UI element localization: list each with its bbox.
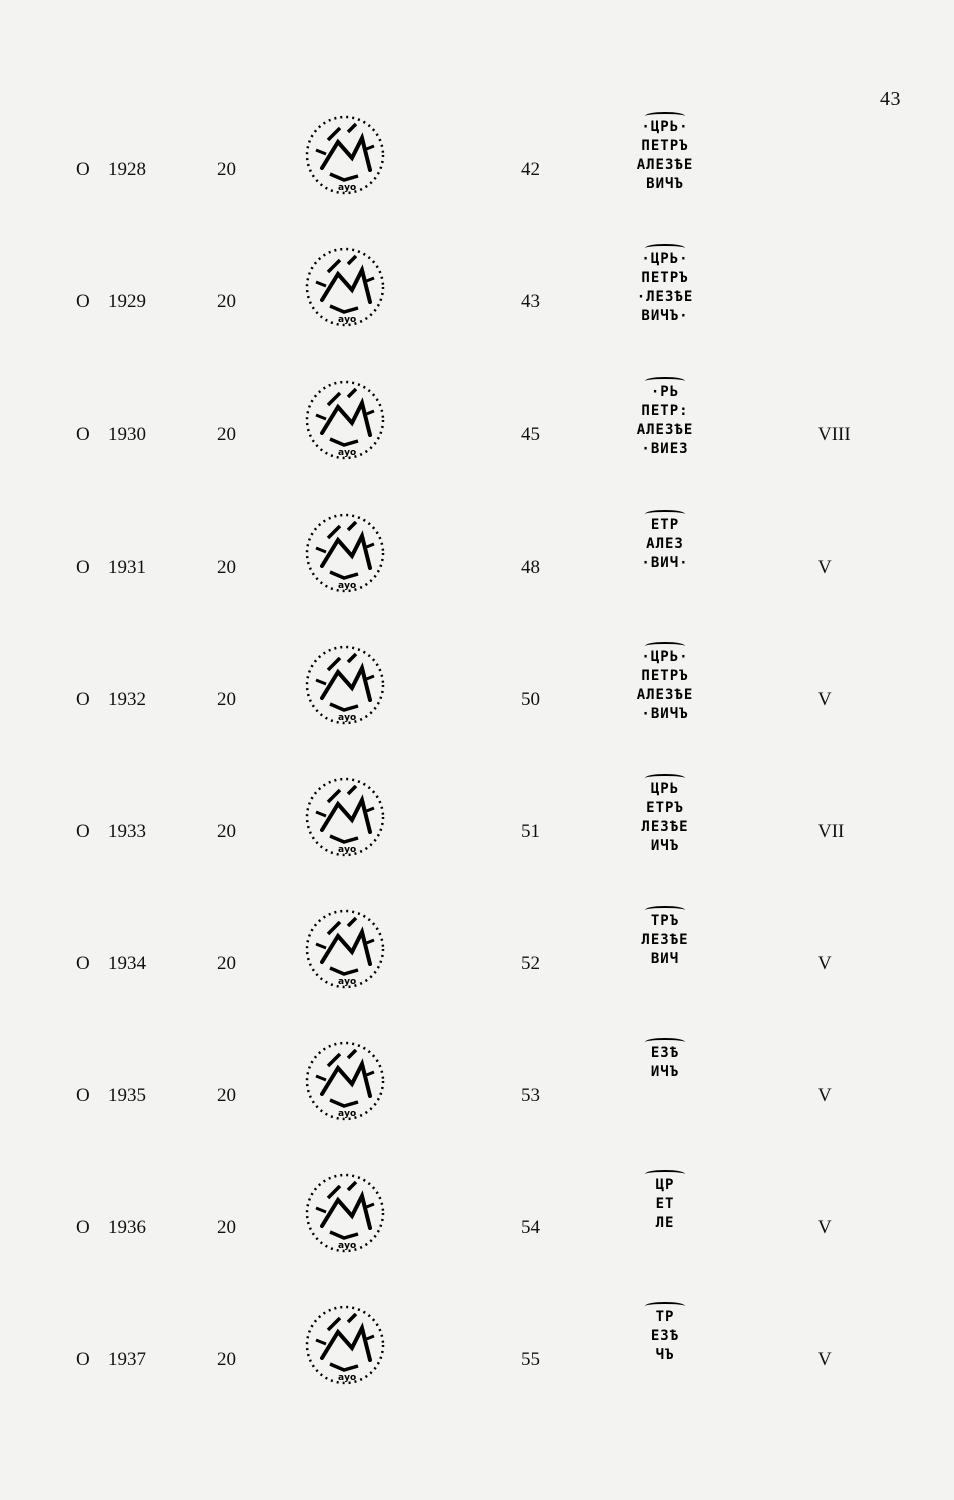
svg-text:ауо: ауо xyxy=(338,1241,357,1251)
catalog-number: 1933 xyxy=(108,821,146,842)
obverse-rider-image xyxy=(300,904,390,994)
catalog-letter: O xyxy=(76,1217,90,1238)
obverse-rider-image xyxy=(300,242,390,332)
catalog-letter: O xyxy=(76,1349,90,1370)
inscription-line: ·ВИЧЪ xyxy=(641,706,689,722)
catalog-row xyxy=(0,508,954,628)
weight-value: 20 xyxy=(217,953,236,974)
inscription-line: ИЧЪ xyxy=(650,1064,680,1080)
inscription-line: ЦРЬ xyxy=(650,781,680,797)
svg-text:ауо: ауо xyxy=(338,581,357,591)
inscription-line: ПЕТРЪ xyxy=(641,138,689,154)
obverse-rider-image xyxy=(300,110,390,200)
catalog-row xyxy=(0,375,954,495)
weight-value: 20 xyxy=(217,557,236,578)
reverse-inscription xyxy=(610,1302,720,1402)
catalog-letter: O xyxy=(76,424,90,445)
svg-text:ауо: ауо xyxy=(338,448,357,458)
reverse-inscription xyxy=(610,906,720,1006)
catalog-number: 1930 xyxy=(108,424,146,445)
weight-value: 20 xyxy=(217,291,236,312)
inscription-line: ПЕТРЪ xyxy=(641,270,689,286)
die-number: 50 xyxy=(521,689,540,710)
inscription-line: ·РЬ xyxy=(650,384,680,400)
die-number: 45 xyxy=(521,424,540,445)
grade-value: V xyxy=(818,557,832,578)
die-number: 42 xyxy=(521,159,540,180)
obverse-rider-image xyxy=(300,1168,390,1258)
die-number: 52 xyxy=(521,953,540,974)
inscription-line: ВИЧЪ xyxy=(646,176,684,192)
die-number: 55 xyxy=(521,1349,540,1370)
catalog-number: 1929 xyxy=(108,291,146,312)
grade-value: V xyxy=(818,689,832,710)
weight-value: 20 xyxy=(217,821,236,842)
weight-value: 20 xyxy=(217,1349,236,1370)
catalog-row xyxy=(0,1036,954,1156)
die-number: 51 xyxy=(521,821,540,842)
inscription-line: ЕЗѢ xyxy=(650,1328,680,1344)
catalog-letter: O xyxy=(76,953,90,974)
reverse-inscription xyxy=(610,1038,720,1138)
catalog-number: 1936 xyxy=(108,1217,146,1238)
inscription-line: АЛЕЗѢЕ xyxy=(636,157,694,173)
catalog-letter: O xyxy=(76,159,90,180)
obverse-rider-image xyxy=(300,772,390,862)
catalog-row xyxy=(0,640,954,760)
obverse-rider-image xyxy=(300,375,390,465)
grade-value: V xyxy=(818,953,832,974)
grade-value: VII xyxy=(818,821,845,842)
die-number: 48 xyxy=(521,557,540,578)
obverse-rider-image xyxy=(300,640,390,730)
grade-value: V xyxy=(818,1217,832,1238)
weight-value: 20 xyxy=(217,689,236,710)
catalog-row xyxy=(0,242,954,362)
inscription-line: ·ЛЕЗѢЕ xyxy=(636,289,694,305)
weight-value: 20 xyxy=(217,1217,236,1238)
inscription-line: ·ЦРЬ· xyxy=(641,119,689,135)
inscription-line: ПЕТРЪ xyxy=(641,668,689,684)
svg-text:ауо: ауо xyxy=(338,977,357,987)
reverse-inscription xyxy=(610,642,720,742)
inscription-line: АЛЕЗѢЕ xyxy=(636,422,694,438)
svg-text:ауо: ауо xyxy=(338,713,357,723)
catalog-number: 1932 xyxy=(108,689,146,710)
catalog-number: 1928 xyxy=(108,159,146,180)
inscription-line: АЛЕЗ xyxy=(646,536,684,552)
reverse-inscription xyxy=(610,244,720,344)
die-number: 53 xyxy=(521,1085,540,1106)
inscription-line: ЕТ xyxy=(655,1196,675,1212)
page-number: 43 xyxy=(880,88,901,110)
weight-value: 20 xyxy=(217,424,236,445)
die-number: 54 xyxy=(521,1217,540,1238)
catalog-row xyxy=(0,1168,954,1288)
weight-value: 20 xyxy=(217,159,236,180)
grade-value: V xyxy=(818,1349,832,1370)
inscription-line: ·ЦРЬ· xyxy=(641,251,689,267)
reverse-inscription xyxy=(610,1170,720,1270)
die-number: 43 xyxy=(521,291,540,312)
obverse-rider-image xyxy=(300,1036,390,1126)
grade-value: V xyxy=(818,1085,832,1106)
inscription-line: АЛЕЗѢЕ xyxy=(636,687,694,703)
svg-text:ауо: ауо xyxy=(338,845,357,855)
catalog-letter: O xyxy=(76,821,90,842)
inscription-line: ·ЦРЬ· xyxy=(641,649,689,665)
inscription-line: ЕЗѢ xyxy=(650,1045,680,1061)
inscription-line: ПЕТР: xyxy=(641,403,689,419)
catalog-letter: O xyxy=(76,291,90,312)
inscription-line: ЧЪ xyxy=(655,1347,675,1363)
weight-value: 20 xyxy=(217,1085,236,1106)
catalog-letter: O xyxy=(76,1085,90,1106)
reverse-inscription xyxy=(610,377,720,477)
obverse-rider-image xyxy=(300,508,390,598)
grade-value: VIII xyxy=(818,424,851,445)
inscription-line: ТРЪ xyxy=(650,913,680,929)
inscription-line: ЛЕ xyxy=(655,1215,675,1231)
inscription-line: ЛЕЗѢЕ xyxy=(641,819,689,835)
inscription-line: ВИЧ xyxy=(650,951,680,967)
reverse-inscription xyxy=(610,774,720,874)
inscription-line: ЕТР xyxy=(650,517,680,533)
inscription-line: ТР xyxy=(655,1309,675,1325)
catalog-number: 1934 xyxy=(108,953,146,974)
inscription-line: ·ВИЧ· xyxy=(641,555,689,571)
inscription-line: ЦР xyxy=(655,1177,675,1193)
catalog-letter: O xyxy=(76,689,90,710)
reverse-inscription xyxy=(610,112,720,212)
obverse-rider-image xyxy=(300,1300,390,1390)
catalog-letter: O xyxy=(76,557,90,578)
svg-text:ауо: ауо xyxy=(338,183,357,193)
catalog-row xyxy=(0,904,954,1024)
inscription-line: ЕТРЪ xyxy=(646,800,684,816)
svg-text:ауо: ауо xyxy=(338,1109,357,1119)
catalog-number: 1937 xyxy=(108,1349,146,1370)
svg-text:ауо: ауо xyxy=(338,315,357,325)
inscription-line: ·ВИЕЗ xyxy=(641,441,689,457)
inscription-line: ЛЕЗѢЕ xyxy=(641,932,689,948)
svg-text:ауо: ауо xyxy=(338,1373,357,1383)
catalog-row xyxy=(0,1300,954,1420)
catalog-row xyxy=(0,110,954,230)
inscription-line: ВИЧЪ· xyxy=(641,308,689,324)
catalog-number: 1935 xyxy=(108,1085,146,1106)
catalog-number: 1931 xyxy=(108,557,146,578)
inscription-line: ИЧЪ xyxy=(650,838,680,854)
catalog-row xyxy=(0,772,954,892)
reverse-inscription xyxy=(610,510,720,610)
